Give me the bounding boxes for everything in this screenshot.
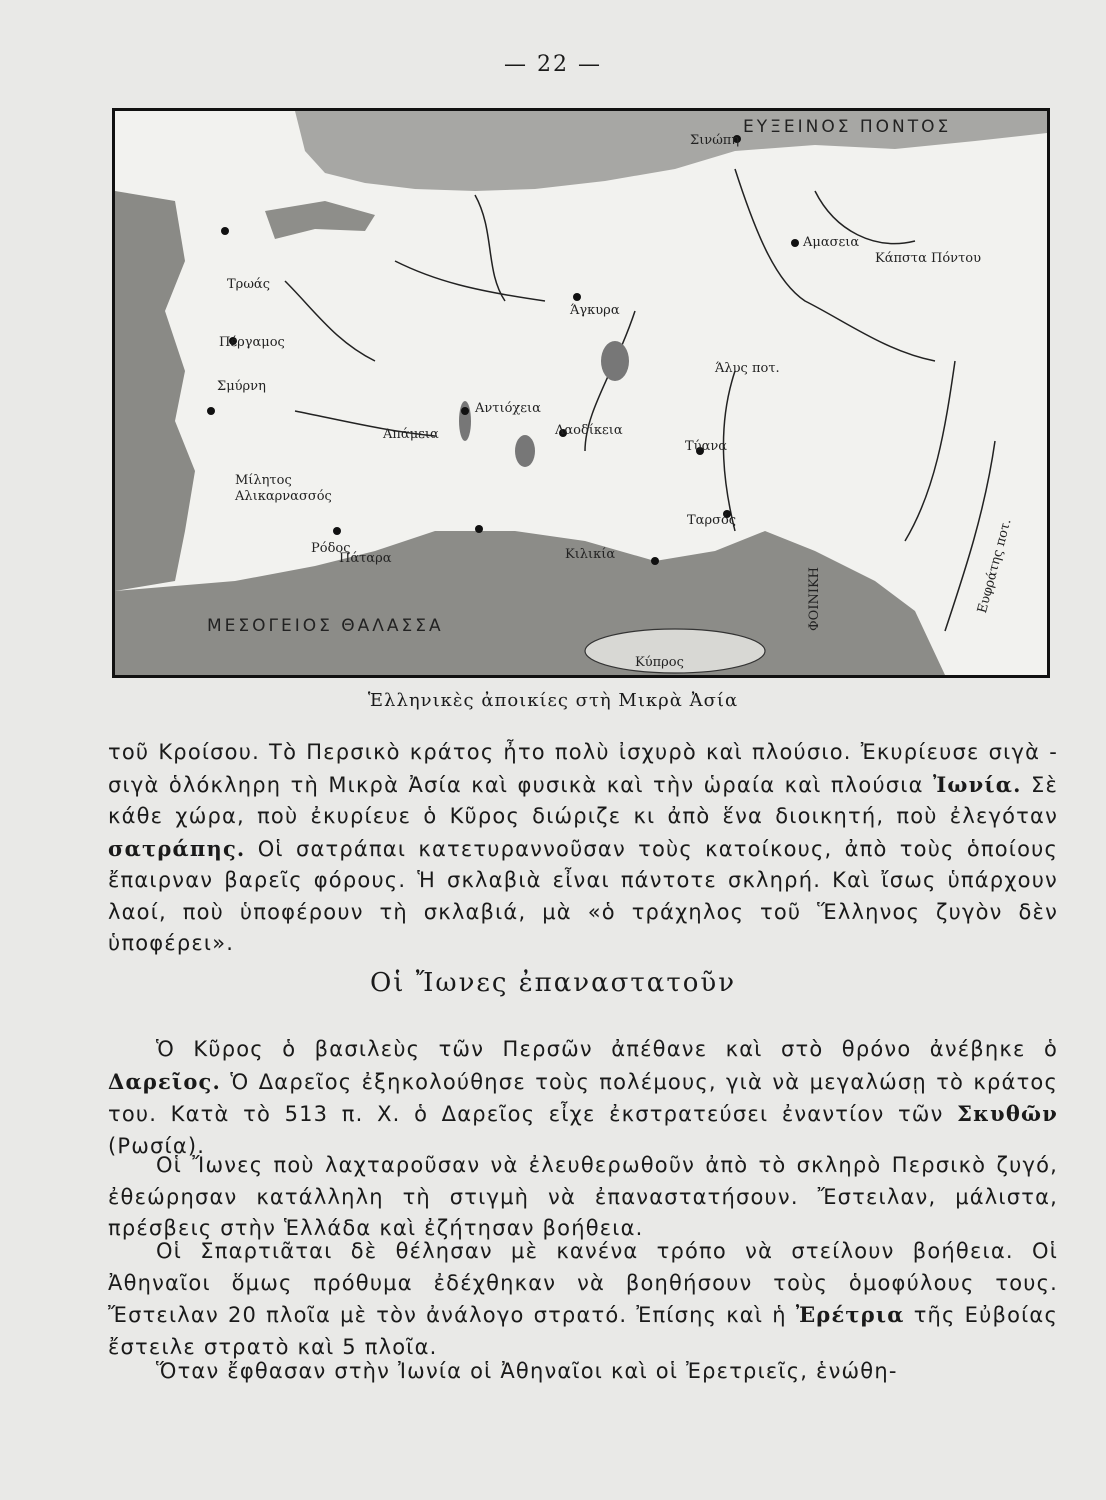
paragraph-2-bold-skython: Σκυθῶν: [957, 1101, 1058, 1126]
map-label-patara: Πάταρα: [339, 551, 392, 566]
map-label-kilikia: Κιλικία: [565, 547, 616, 562]
paragraph-1-text-c: Σὲ κάθε χώρα, ποὺ ἐκυρίευε ὁ Κῦρος διώριζε κι ἀπὸ ἕνα διοικητή, ποὺ ἐλεγόταν: [108, 772, 1058, 828]
paragraph-1-bold-satrapis: σατράπης.: [108, 835, 246, 861]
paragraph-1: [108, 737, 1058, 960]
paragraph-3: Οἱ Ἴωνες ποὺ λαχταροῦσαν νὰ ἐλευθερωθοῦν ἀπὸ τὸ σκληρὸ Περσικὸ ζυγό, ἐθεώρησαν κατάλληλη τὴ στιγμὴ νὰ ἐπαναστατήσουν. Ἔστειλαν, μάλιστα, πρέσβεις στὴν Ἑλλάδα καὶ ἐζήτησαν βοήθεια.: [108, 1153, 1058, 1240]
map-label-smyrni: Σμύρνη: [217, 379, 266, 394]
paragraph-4-text-a: Οἱ Σπαρτιᾶται δὲ θέλησαν μὲ κανένα τρόπο νὰ στείλουν βοήθεια. Οἱ Ἀθηναῖοι ὅμως πρόθυμα ἐδέχθηκαν νὰ βοηθήσουν τοὺς ὁμοφύλους τους. Ἔστειλαν 20 πλοῖα μὲ τὸν ἀνάλογο στρατό. Ἐπίσης καὶ ἡ: [108, 1239, 1058, 1327]
map-label-sinope: Σινώπη: [690, 133, 740, 148]
map-label-miletos: Μίλητος: [235, 473, 292, 488]
map-label-mesogeios: ΜΕΣΟΓΕΙΟΣ ΘΑΛΑΣΣΑ: [207, 616, 444, 636]
paragraph-2-text-d: (Ρωσία).: [108, 1133, 206, 1158]
map-label-tyana: Τύανα: [685, 439, 728, 454]
paragraph-2: [108, 1034, 1058, 1162]
paragraph-1-bold-ionia: Ἰωνία.: [933, 771, 1022, 797]
map-label-kappadokia: Κάπστα Πόντου: [875, 251, 981, 266]
map-label-alikarnassos: Αλικαρνασσός: [235, 489, 332, 504]
aegean-sea: [115, 191, 195, 591]
map-label-tarsos: Ταρσός: [687, 513, 737, 528]
paragraph-1-text-d: Οἱ σατράπαι κατετυραννοῦσαν τοὺς κατοίκους, ἀπὸ τοὺς ὁποίους ἔπαιρναν βαρεῖς φόρους. Ἡ σκλαβιὰ εἶναι πάντοτε σκληρή. Καὶ ἴσως ὑπάρχουν λαοί, ποὺ ὑποφέρουν τὴ σκλαβιά, μὰ «ὁ τράχηλος τοῦ Ἕλληνος ζυγὸν δὲν ὑποφέρει».: [108, 836, 1058, 955]
paragraph-4: [108, 1236, 1058, 1363]
map-label-amasya: Αμασεια: [803, 235, 860, 250]
map-label-halys: Άλυς ποτ.: [715, 361, 780, 376]
marmara-sea: [265, 201, 375, 239]
section-heading: Οἱ Ἴωνες ἐπαναστατοῦν: [369, 968, 737, 998]
lake: [515, 435, 535, 467]
paragraph-2-text-c: Ὁ Δαρεῖος ἐξηκολούθησε τοὺς πολέμους, γιὰ νὰ μεγαλώσῃ τὸ κράτος του. Κατὰ τὸ 513 π. Χ. ὁ Δαρεῖος εἶχε ἐκστρατεύσει ἐναντίον τῶν: [108, 1069, 1058, 1126]
paragraph-2-bold-dareios: Δαρεῖος.: [108, 1068, 222, 1094]
map-caption: Ἑλληνικὲς ἀποικίες στὴ Μικρὰ Ἀσία: [367, 690, 739, 711]
map-label-apameia: Απάμεια: [383, 427, 439, 442]
map-label-foiniki: ΦΟΙΝΙΚΗ: [807, 566, 822, 631]
map-label-pergamos: Πέργαμος: [219, 335, 285, 350]
map-figure: [112, 108, 1050, 678]
map-label-rodos: Ρόδος: [311, 541, 351, 556]
map-label-kypros: Κύπρος: [635, 655, 684, 670]
map-label-euxeinos-pontos: ΕΥΞΕΙΝΟΣ ΠΟΝΤΟΣ: [743, 117, 952, 137]
paragraph-4-text-c: τῆς Εὐβοίας ἔστειλε στρατὸ καὶ 5 πλοῖα.: [108, 1303, 1058, 1359]
paragraph-4-bold-eretria: Ἐρέτρια: [795, 1302, 905, 1327]
map-label-eufratis: Ευφράτης ποτ.: [975, 517, 1015, 615]
lake: [601, 341, 629, 381]
paragraph-5: Ὅταν ἔφθασαν στὴν Ἰωνία οἱ Ἀθηναῖοι καὶ οἱ Ἐρετριεῖς, ἑνώθη-: [156, 1359, 898, 1383]
map-label-troas: Τρωάς: [227, 277, 270, 292]
map-label-ankyra: Άγκυρα: [570, 303, 620, 318]
map-label-laodikeia: Λαοδίκεια: [555, 423, 623, 438]
page-number: — 22 —: [504, 52, 602, 77]
paragraph-2-text-a: Ὁ Κῦρος ὁ βασιλεὺς τῶν Περσῶν ἀπέθανε καὶ στὸ θρόνο ἀνέβηκε ὁ: [156, 1037, 1058, 1061]
paragraph-1-text-a: τοῦ Κροίσου. Τὸ Περσικὸ κράτος ἦτο πολὺ ἰσχυρὸ καὶ πλούσιο. Ἐκυρίευσε σιγὰ - σιγὰ ὁλόκληρη τὴ Μικρὰ Ἀσία καὶ φυσικὰ καὶ τὴν ὡραία καὶ πλούσια: [108, 740, 1058, 797]
map-label-antiocheia: Αντιόχεια: [475, 401, 541, 416]
